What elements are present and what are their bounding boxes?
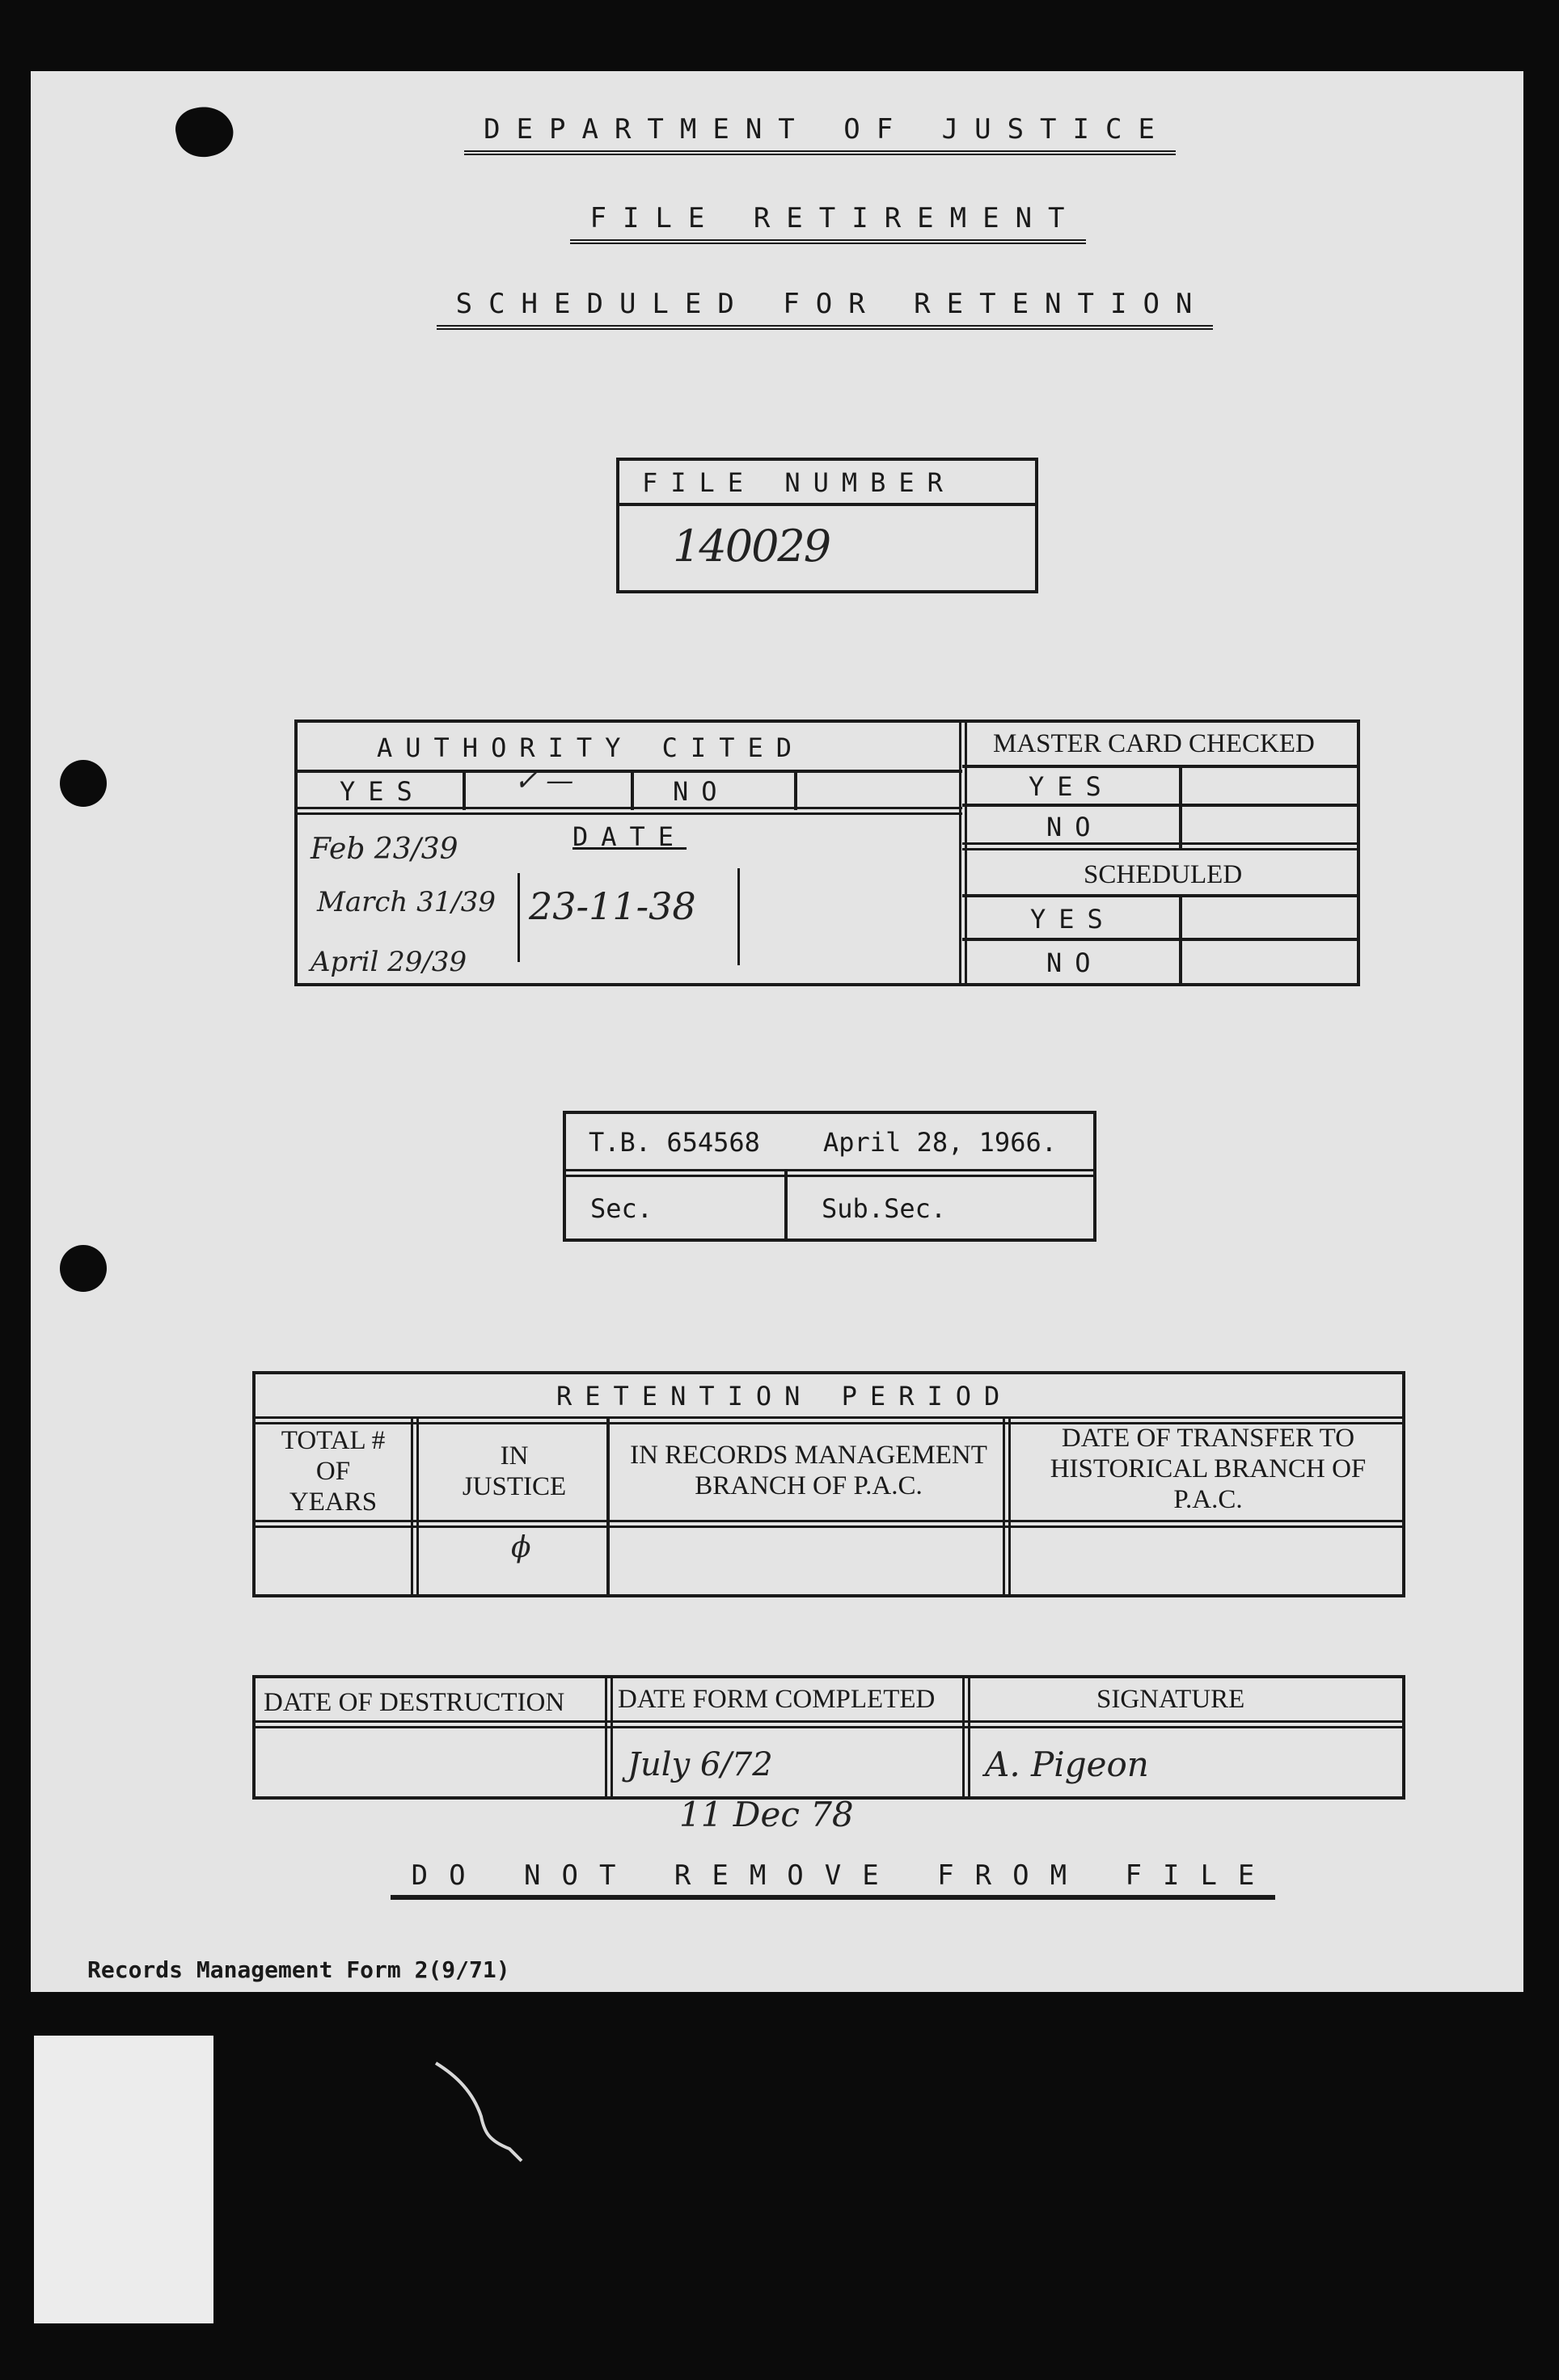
master-scheduled-label: SCHEDULED <box>1084 860 1243 889</box>
master-no-label: NO <box>1046 812 1104 842</box>
authority-no-label: NO <box>673 776 730 807</box>
master-yes-line <box>962 804 1360 807</box>
authority-yesmark-sep <box>631 770 634 810</box>
completion-col-destruction: DATE OF DESTRUCTION <box>264 1688 565 1717</box>
completion-col-sep-1 <box>605 1675 613 1800</box>
authority-master-divider <box>959 719 967 986</box>
file-number-label: FILE NUMBER <box>642 467 956 498</box>
tb-subsec: Sub.Sec. <box>822 1193 947 1224</box>
footer-notice <box>53 1859 1559 1900</box>
completion-signature-value: A. Pigeon <box>985 1745 1149 1784</box>
authority-yes-mark: ✓ — <box>514 765 574 797</box>
retention-col-sep-2 <box>606 1416 610 1597</box>
authority-yes-label: YES <box>340 776 425 807</box>
authority-hand-date-3: April 29/39 <box>311 946 467 978</box>
completion-col-sep-2 <box>962 1675 970 1800</box>
file-number-divider <box>616 503 1038 506</box>
master-title-line <box>962 765 1360 768</box>
master-sched-no-label: NO <box>1046 947 1104 978</box>
completion-header-line <box>252 1720 1405 1728</box>
file-number-value: 140029 <box>673 521 830 572</box>
heading-file-retirement-text: FILE RETIREMENT <box>570 202 1085 244</box>
completion-col-signature: SIGNATURE <box>1096 1685 1245 1714</box>
master-no-line <box>962 842 1360 850</box>
master-yes-label: YES <box>1029 771 1114 802</box>
tb-date: April 28, 1966. <box>823 1127 1057 1158</box>
punch-hole-top <box>60 760 107 807</box>
retention-col-transfer: DATE OF TRANSFER TO HISTORICAL BRANCH OF P.A.C. <box>1050 1424 1367 1514</box>
master-sched-yes-line <box>962 938 1360 941</box>
authority-date-value: 23-11-38 <box>529 884 696 928</box>
authority-title-line <box>294 770 962 773</box>
retention-col-justice: IN JUSTICE <box>462 1441 567 1501</box>
retention-justice-value: ϕ <box>511 1531 531 1564</box>
heading-file-retirement <box>49 202 1559 244</box>
retention-header-line <box>252 1520 1405 1528</box>
authority-hand-date-2: March 31/39 <box>317 886 496 918</box>
retention-col-records: IN RECORDS MANAGEMENT BRANCH OF P.A.C. <box>630 1441 987 1500</box>
retention-col-sep-1 <box>411 1416 419 1597</box>
punch-hole-bottom <box>60 1245 107 1292</box>
master-sched-line <box>962 894 1360 897</box>
master-col-sep-2 <box>1179 894 1182 986</box>
heading-department <box>40 113 1559 155</box>
tb-col-sep <box>784 1169 788 1242</box>
backing-card <box>34 2036 213 2323</box>
footer-notice-text: DO NOT REMOVE FROM FILE <box>391 1859 1276 1900</box>
completion-col-completed: DATE FORM COMPLETED <box>618 1685 936 1714</box>
authority-title: AUTHORITY CITED <box>377 732 805 763</box>
date-bracket-right <box>737 868 740 965</box>
master-card-title: MASTER CARD CHECKED <box>993 729 1315 758</box>
retention-col-total: TOTAL # OF YEARS <box>281 1426 386 1517</box>
heading-department-text: DEPARTMENT OF JUSTICE <box>464 113 1176 155</box>
completion-date-value-2: 11 Dec 78 <box>679 1795 854 1834</box>
authority-no-sep <box>794 770 797 810</box>
stray-mark <box>433 2060 538 2165</box>
master-sched-yes-label: YES <box>1030 904 1116 935</box>
authority-yesno-line <box>294 807 962 815</box>
heading-scheduled-text: SCHEDULED FOR RETENTION <box>437 288 1214 330</box>
tb-number: T.B. 654568 <box>589 1127 760 1158</box>
completion-date-value: July 6/72 <box>627 1746 773 1783</box>
heading-scheduled <box>45 288 1559 330</box>
tb-sec: Sec. <box>590 1193 653 1224</box>
retention-title: RETENTION PERIOD <box>556 1381 1013 1412</box>
tb-divider <box>563 1169 1096 1177</box>
master-col-sep-1 <box>1179 765 1182 849</box>
retention-col-sep-3 <box>1003 1416 1011 1597</box>
date-bracket-left <box>518 873 520 962</box>
authority-hand-date-1: Feb 23/39 <box>311 833 458 866</box>
authority-yes-sep <box>463 770 466 810</box>
authority-date-label: DATE <box>572 821 687 852</box>
form-identifier: Records Management Form 2(9/71) <box>87 1956 510 1983</box>
